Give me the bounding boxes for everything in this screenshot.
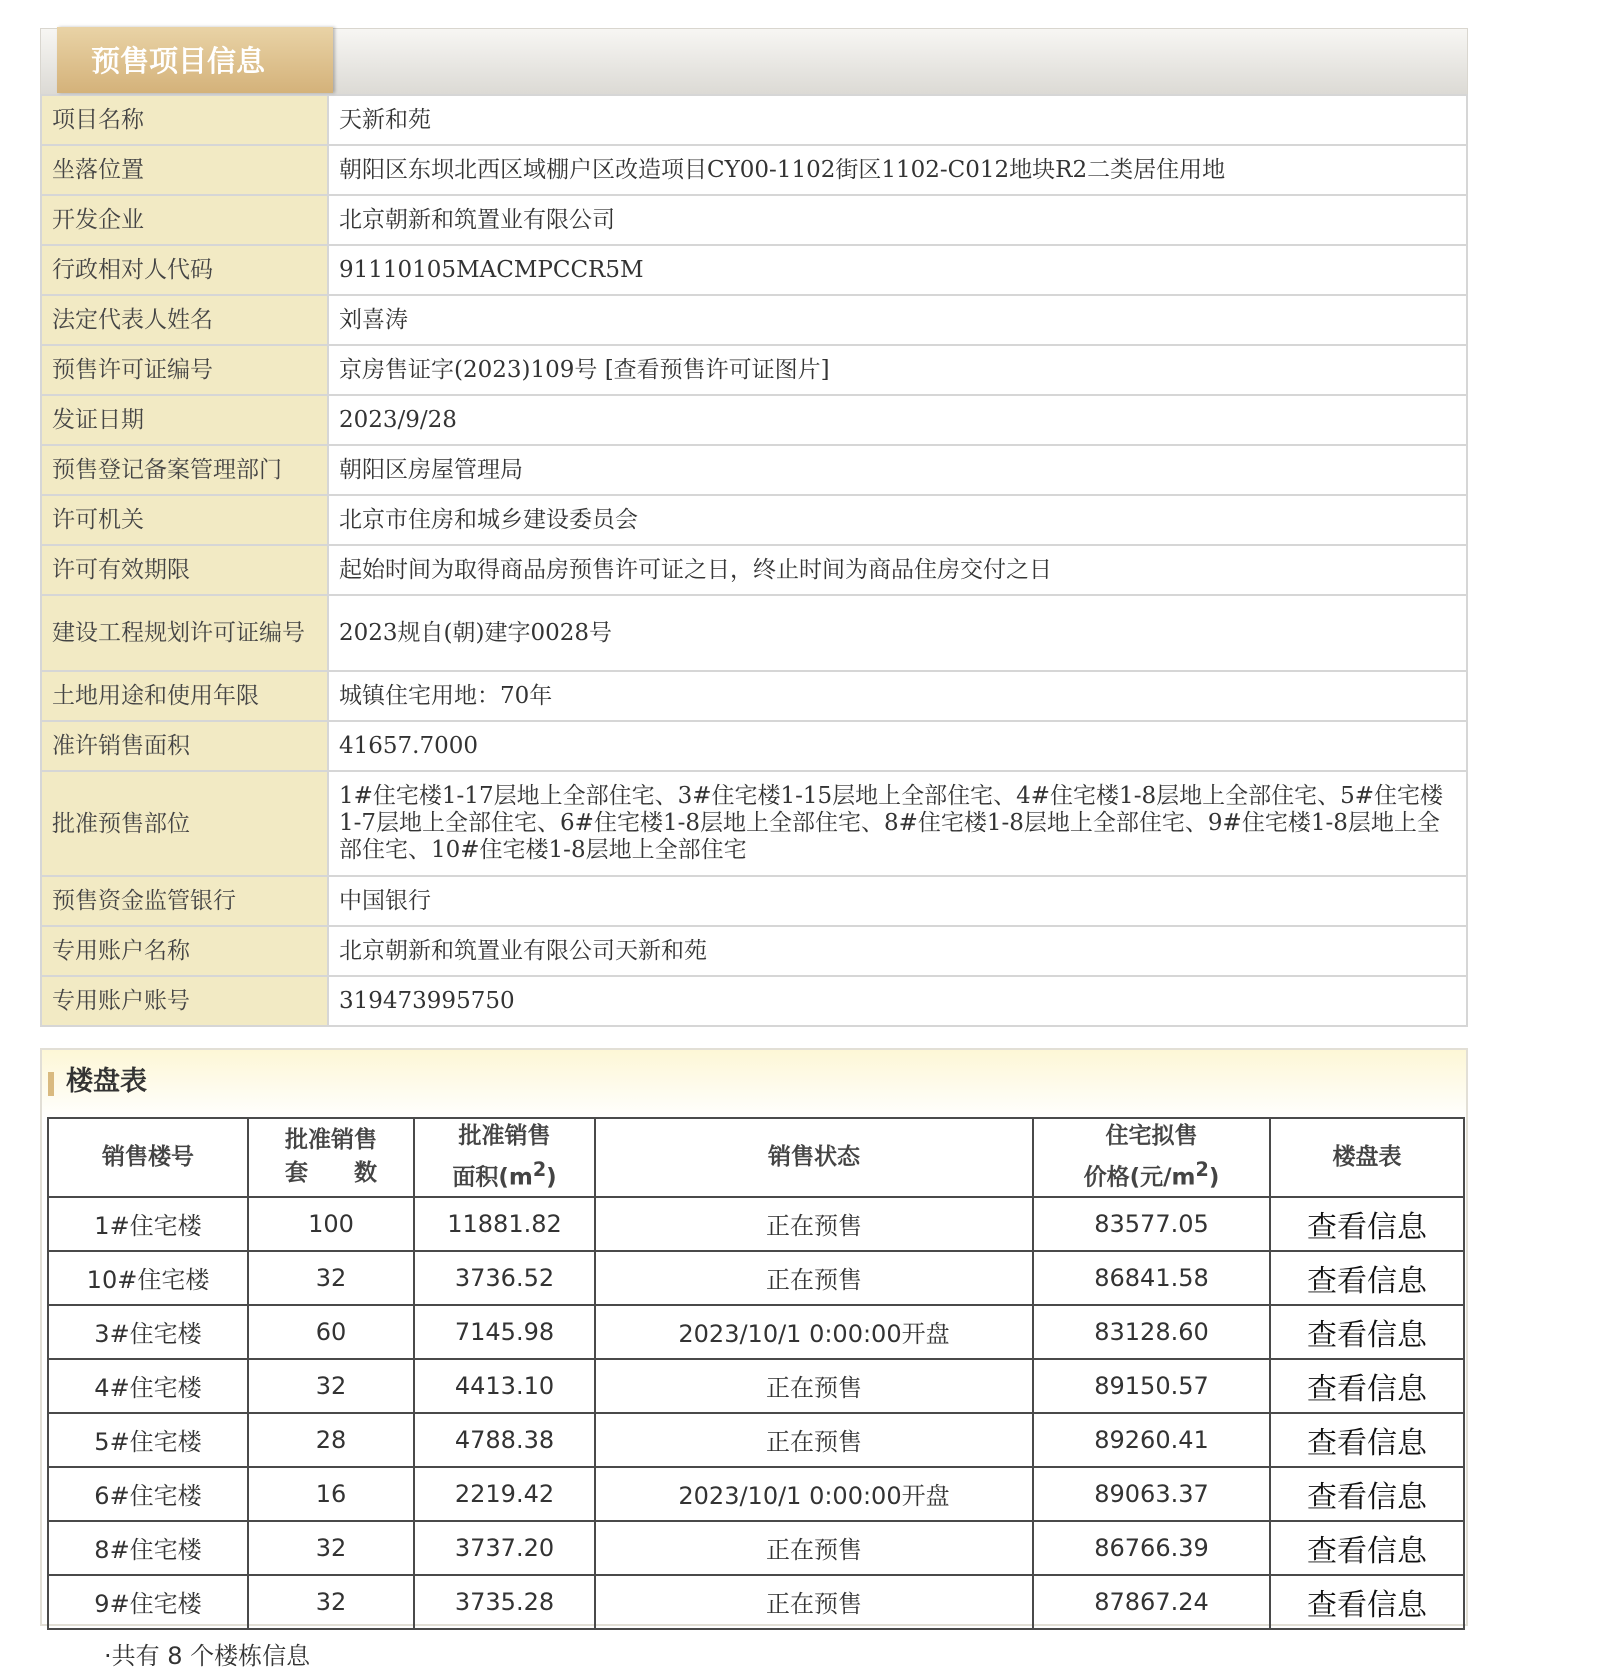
info-value: 北京朝新和筑置业有限公司天新和苑 <box>328 926 1467 976</box>
info-label: 行政相对人代码 <box>41 245 328 295</box>
info-row-legal-rep <box>41 295 1467 345</box>
table-row <box>48 1305 1464 1359</box>
presale-info-header <box>40 28 1468 94</box>
info-row-developer <box>41 195 1467 245</box>
view-info-link[interactable]: 查看信息 <box>1270 1575 1464 1629</box>
info-row-account-name <box>41 926 1467 976</box>
cell-area: 4788.38 <box>414 1413 595 1467</box>
info-row-validity <box>41 545 1467 595</box>
building-list-panel <box>40 1048 1468 1626</box>
cell-units: 32 <box>248 1575 414 1629</box>
info-row-project-name <box>41 95 1467 145</box>
info-label: 坐落位置 <box>41 145 328 195</box>
view-info-link[interactable]: 查看信息 <box>1270 1305 1464 1359</box>
info-label: 批准预售部位 <box>41 771 328 876</box>
cell-price: 89063.37 <box>1033 1467 1270 1521</box>
cell-area: 3736.52 <box>414 1251 595 1305</box>
info-row-approved-parts <box>41 771 1467 876</box>
cell-status: 正在预售 <box>595 1413 1033 1467</box>
info-row-permit-no <box>41 345 1467 395</box>
presale-info-table <box>40 94 1468 1027</box>
cell-area: 2219.42 <box>414 1467 595 1521</box>
info-row-location <box>41 145 1467 195</box>
cell-price: 83577.05 <box>1033 1197 1270 1251</box>
info-value: 刘喜涛 <box>328 295 1467 345</box>
table-row <box>48 1251 1464 1305</box>
cell-units: 32 <box>248 1251 414 1305</box>
info-row-admin-code <box>41 245 1467 295</box>
info-value: 天新和苑 <box>328 95 1467 145</box>
info-row-bank <box>41 876 1467 926</box>
presale-info-tab[interactable]: 预售项目信息 <box>57 27 333 93</box>
cell-status: 正在预售 <box>595 1575 1033 1629</box>
cell-area: 3737.20 <box>414 1521 595 1575</box>
header-status: 销售状态 <box>595 1118 1033 1197</box>
table-row <box>48 1359 1464 1413</box>
building-list-title-text: 楼盘表 <box>66 1066 147 1097</box>
cell-status: 正在预售 <box>595 1251 1033 1305</box>
building-list-title <box>48 1064 147 1100</box>
cell-area: 11881.82 <box>414 1197 595 1251</box>
info-value: 朝阳区东坝北西区域棚户区改造项目CY00-1102街区1102-C012地块R2二类居住用地 <box>328 145 1467 195</box>
cell-price: 89150.57 <box>1033 1359 1270 1413</box>
info-value: 1#住宅楼1-17层地上全部住宅、3#住宅楼1-15层地上全部住宅、4#住宅楼1-8层地上全部住宅、5#住宅楼1-7层地上全部住宅、6#住宅楼1-8层地上全部住宅、8#住宅楼1-8层地上全部住宅、9#住宅楼1-8层地上全部住宅、10#住宅楼1-8层地上全部住宅 <box>328 771 1467 876</box>
cell-building: 9#住宅楼 <box>48 1575 248 1629</box>
info-label: 开发企业 <box>41 195 328 245</box>
cell-units: 60 <box>248 1305 414 1359</box>
view-info-link[interactable]: 查看信息 <box>1270 1521 1464 1575</box>
cell-price: 87867.24 <box>1033 1575 1270 1629</box>
info-value: 41657.7000 <box>328 721 1467 771</box>
cell-building: 3#住宅楼 <box>48 1305 248 1359</box>
cell-price: 86841.58 <box>1033 1251 1270 1305</box>
info-label: 预售许可证编号 <box>41 345 328 395</box>
cell-price: 83128.60 <box>1033 1305 1270 1359</box>
table-row <box>48 1467 1464 1521</box>
info-value: 中国银行 <box>328 876 1467 926</box>
info-value: 北京市住房和城乡建设委员会 <box>328 495 1467 545</box>
cell-building: 4#住宅楼 <box>48 1359 248 1413</box>
cell-price: 89260.41 <box>1033 1413 1270 1467</box>
table-row <box>48 1575 1464 1629</box>
info-value: 2023规自(朝)建字0028号 <box>328 595 1467 671</box>
info-value: 北京朝新和筑置业有限公司 <box>328 195 1467 245</box>
cell-status: 2023/10/1 0:00:00开盘 <box>595 1305 1033 1359</box>
info-label: 发证日期 <box>41 395 328 445</box>
header-units: 批准销售 套 数 <box>248 1118 414 1197</box>
view-info-link[interactable]: 查看信息 <box>1270 1467 1464 1521</box>
info-label: 项目名称 <box>41 95 328 145</box>
cell-status: 2023/10/1 0:00:00开盘 <box>595 1467 1033 1521</box>
info-label: 专用账户名称 <box>41 926 328 976</box>
cell-units: 32 <box>248 1359 414 1413</box>
view-info-link[interactable]: 查看信息 <box>1270 1359 1464 1413</box>
table-row <box>48 1521 1464 1575</box>
cell-units: 100 <box>248 1197 414 1251</box>
info-row-sale-area <box>41 721 1467 771</box>
cell-status: 正在预售 <box>595 1521 1033 1575</box>
building-count-text: ·共有 8 个楼栋信息 <box>104 1642 311 1670</box>
info-label: 预售资金监管银行 <box>41 876 328 926</box>
info-label: 建设工程规划许可证编号 <box>41 595 328 671</box>
info-row-issue-date <box>41 395 1467 445</box>
view-info-link[interactable]: 查看信息 <box>1270 1413 1464 1467</box>
cell-area: 7145.98 <box>414 1305 595 1359</box>
header-building-no: 销售楼号 <box>48 1118 248 1197</box>
info-value: 2023/9/28 <box>328 395 1467 445</box>
header-price: 住宅拟售 价格(元$/m^2$) <box>1033 1118 1270 1197</box>
info-label: 许可有效期限 <box>41 545 328 595</box>
view-info-link[interactable]: 查看信息 <box>1270 1197 1464 1251</box>
info-value <box>328 345 1467 395</box>
cell-status: 正在预售 <box>595 1197 1033 1251</box>
cell-building: 5#住宅楼 <box>48 1413 248 1467</box>
cell-units: 28 <box>248 1413 414 1467</box>
cell-status: 正在预售 <box>595 1359 1033 1413</box>
info-label: 专用账户账号 <box>41 976 328 1026</box>
table-row <box>48 1413 1464 1467</box>
cell-units: 16 <box>248 1467 414 1521</box>
cell-building: 10#住宅楼 <box>48 1251 248 1305</box>
cell-price: 86766.39 <box>1033 1521 1270 1575</box>
info-row-authority <box>41 495 1467 545</box>
info-value: 319473995750 <box>328 976 1467 1026</box>
info-label: 许可机关 <box>41 495 328 545</box>
table-row <box>48 1197 1464 1251</box>
info-value: 朝阳区房屋管理局 <box>328 445 1467 495</box>
cell-units: 32 <box>248 1521 414 1575</box>
cell-area: 4413.10 <box>414 1359 595 1413</box>
cell-area: 3735.28 <box>414 1575 595 1629</box>
info-label: 土地用途和使用年限 <box>41 671 328 721</box>
info-row-planning-permit <box>41 595 1467 671</box>
permit-number: 京房售证字(2023)109号 <box>339 356 598 383</box>
info-value: 起始时间为取得商品房预售许可证之日，终止时间为商品住房交付之日 <box>328 545 1467 595</box>
cell-building: 8#住宅楼 <box>48 1521 248 1575</box>
title-marker <box>48 1072 54 1096</box>
view-info-link[interactable]: 查看信息 <box>1270 1251 1464 1305</box>
info-value: 城镇住宅用地：70年 <box>328 671 1467 721</box>
info-label: 法定代表人姓名 <box>41 295 328 345</box>
cell-building: 6#住宅楼 <box>48 1467 248 1521</box>
cell-building: 1#住宅楼 <box>48 1197 248 1251</box>
header-view: 楼盘表 <box>1270 1118 1464 1197</box>
info-label: 准许销售面积 <box>41 721 328 771</box>
info-value: 91110105MACMPCCR5M <box>328 245 1467 295</box>
view-permit-image-link[interactable]: [查看预售许可证图片] <box>604 356 830 383</box>
info-row-account-number <box>41 976 1467 1026</box>
presale-info-panel <box>40 28 1468 1027</box>
info-row-land-use <box>41 671 1467 721</box>
info-row-registry-dept <box>41 445 1467 495</box>
header-area: 批准销售 面积$(m^2)$ <box>414 1118 595 1197</box>
building-table <box>47 1117 1465 1630</box>
building-table-header <box>48 1118 1464 1197</box>
info-label: 预售登记备案管理部门 <box>41 445 328 495</box>
